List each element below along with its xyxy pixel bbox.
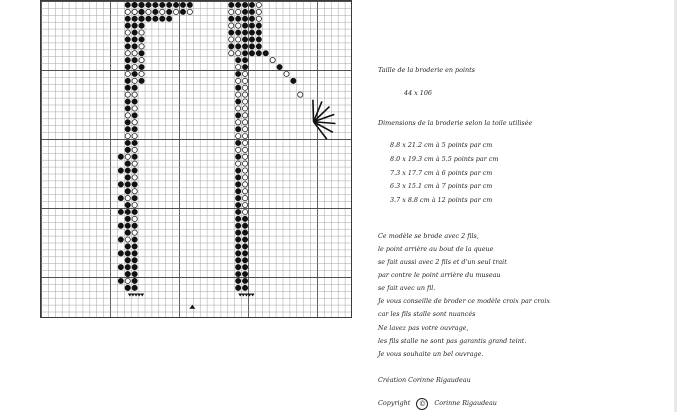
stitch-mark <box>118 223 123 228</box>
stitch-mark <box>242 147 247 152</box>
stitch-mark <box>132 127 137 132</box>
stitch-mark <box>249 30 254 35</box>
stitch-mark <box>249 44 254 49</box>
dims-line: 3.7 x 8.8 cm à 12 points par cm <box>390 196 493 204</box>
stitch-mark <box>139 37 144 42</box>
stitch-mark <box>236 99 241 104</box>
stitch-mark <box>125 120 130 125</box>
stitch-mark <box>132 120 137 125</box>
arrow-mark <box>137 294 141 297</box>
stitch-mark <box>242 216 247 221</box>
stitch-mark <box>249 37 254 42</box>
stitch-mark <box>132 9 137 14</box>
stitch-mark <box>242 30 247 35</box>
dims-title: Dimensions de la broderie selon la toile utilisée <box>378 119 533 127</box>
stitch-mark <box>132 99 137 104</box>
creation-credit: Création Corinne Rigaudeau <box>378 376 471 384</box>
stitch-mark <box>229 9 234 14</box>
stitch-mark <box>236 16 241 21</box>
stitch-mark <box>236 9 241 14</box>
stitch-mark <box>242 209 247 214</box>
stitch-mark <box>242 71 247 76</box>
stitch-mark <box>236 209 241 214</box>
dims-line: 7.3 x 17.7 cm à 6 points par cm <box>390 169 493 177</box>
stitch-mark <box>125 16 130 21</box>
copyright-icon: © <box>416 398 428 410</box>
stitch-mark <box>132 285 137 290</box>
stitch-mark <box>242 92 247 97</box>
stitch-mark <box>125 99 130 104</box>
stitch-mark <box>132 113 137 118</box>
center-arrow-icon <box>189 305 195 309</box>
stitch-mark <box>242 175 247 180</box>
stitch-mark <box>256 37 261 42</box>
stitch-mark <box>236 106 241 111</box>
stitch-mark <box>236 71 241 76</box>
stitch-mark <box>242 154 247 159</box>
stitch-mark <box>242 140 247 145</box>
stitch-mark <box>132 202 137 207</box>
stitch-mark <box>236 133 241 138</box>
stitch-mark <box>125 265 130 270</box>
stitch-mark <box>236 189 241 194</box>
stitch-mark <box>132 175 137 180</box>
stitch-mark <box>160 9 165 14</box>
stitch-mark <box>132 37 137 42</box>
stitch-mark <box>249 23 254 28</box>
stitch-mark <box>236 251 241 256</box>
stitch-mark <box>256 44 261 49</box>
stitch-mark <box>236 182 241 187</box>
dims-line: 8.8 x 21.2 cm à 5 points par cm <box>390 141 493 149</box>
stitch-mark <box>236 230 241 235</box>
stitch-mark <box>146 16 151 21</box>
stitch-mark <box>236 92 241 97</box>
stitch-mark <box>236 265 241 270</box>
stitch-mark <box>173 2 178 7</box>
stitch-mark <box>118 251 123 256</box>
stitch-mark <box>236 285 241 290</box>
stitch-mark <box>118 182 123 187</box>
stitch-mark <box>236 85 241 90</box>
stitch-mark <box>125 51 130 56</box>
stitch-mark <box>173 9 178 14</box>
stitch-mark <box>160 16 165 21</box>
stitch-mark <box>242 16 247 21</box>
stitch-mark <box>146 9 151 14</box>
stitch-mark <box>125 58 130 63</box>
stitch-mark <box>256 23 261 28</box>
stitch-mark <box>132 189 137 194</box>
dims-line: 6.3 x 15.1 cm à 7 points par cm <box>390 182 493 190</box>
stitch-mark <box>236 278 241 283</box>
stitch-mark <box>236 30 241 35</box>
stitch-mark <box>139 16 144 21</box>
stitch-mark <box>229 16 234 21</box>
stitch-mark <box>236 78 241 83</box>
stitch-mark <box>242 51 247 56</box>
stitch-mark <box>236 154 241 159</box>
arrow-mark <box>251 294 255 297</box>
stitch-mark <box>236 51 241 56</box>
stitch-mark <box>229 37 234 42</box>
stitch-mark <box>263 51 268 56</box>
stitch-mark <box>139 71 144 76</box>
stitch-mark <box>229 2 234 7</box>
stitch-mark <box>125 71 130 76</box>
stitch-mark <box>242 168 247 173</box>
arrow-mark <box>134 294 138 297</box>
stitch-mark <box>125 258 130 263</box>
stitch-mark <box>132 2 137 7</box>
stitch-mark <box>242 285 247 290</box>
stitch-mark <box>132 216 137 221</box>
stitch-mark <box>139 9 144 14</box>
stitch-mark <box>242 237 247 242</box>
chart-grid <box>41 1 351 317</box>
stitch-mark <box>125 37 130 42</box>
stitch-mark <box>298 92 303 97</box>
stitch-mark <box>249 16 254 21</box>
stitch-mark <box>236 64 241 69</box>
stitch-mark <box>125 285 130 290</box>
stitch-mark <box>118 265 123 270</box>
stitch-mark <box>242 85 247 90</box>
stitch-mark <box>125 196 130 201</box>
stitch-mark <box>125 168 130 173</box>
arrow-mark <box>241 294 245 297</box>
note-line: se fait aussi avec 2 fils et d'un seul trait <box>378 258 507 266</box>
stitch-mark <box>125 161 130 166</box>
stitch-mark <box>236 244 241 249</box>
stitch-mark <box>125 230 130 235</box>
stitch-mark <box>242 278 247 283</box>
stitch-mark <box>132 271 137 276</box>
stitch-mark <box>229 23 234 28</box>
note-line: Je vous conseille de broder ce modèle croix par croix <box>378 297 550 305</box>
stitch-mark <box>256 9 261 14</box>
note-line: les fils stalle ne sont pas garantis grand teint. <box>378 337 527 345</box>
arrow-mark <box>131 294 135 297</box>
stitch-mark <box>139 78 144 83</box>
stitch-mark <box>236 127 241 132</box>
stitch-mark <box>242 78 247 83</box>
stitch-mark <box>242 258 247 263</box>
stitch-mark <box>125 278 130 283</box>
stitch-mark <box>118 154 123 159</box>
stitch-mark <box>132 209 137 214</box>
stitch-mark <box>242 196 247 201</box>
stitch-mark <box>118 196 123 201</box>
stitch-mark <box>236 196 241 201</box>
stitch-mark <box>132 230 137 235</box>
stitch-mark <box>132 182 137 187</box>
stitch-mark <box>132 168 137 173</box>
note-line: Ce modèle se brode avec 2 fils, <box>378 232 479 240</box>
stitch-mark <box>229 44 234 49</box>
stitch-mark <box>125 78 130 83</box>
stitch-mark <box>125 209 130 214</box>
stitch-mark <box>277 64 282 69</box>
stitch-mark <box>139 2 144 7</box>
note-line: le point arrière au bout de la queue <box>378 245 494 253</box>
stitch-mark <box>236 237 241 242</box>
stitch-mark <box>242 244 247 249</box>
stitch-mark <box>132 154 137 159</box>
backstitch-line <box>313 100 314 122</box>
stitch-mark <box>132 161 137 166</box>
stitch-mark <box>242 120 247 125</box>
stitch-mark <box>132 85 137 90</box>
stitch-mark <box>125 23 130 28</box>
stitch-mark <box>125 154 130 159</box>
stitch-mark <box>132 58 137 63</box>
stitch-mark <box>125 251 130 256</box>
stitch-mark <box>132 44 137 49</box>
stitch-mark <box>125 127 130 132</box>
stitch-mark <box>132 78 137 83</box>
stitch-mark <box>249 2 254 7</box>
pattern-info <box>378 0 668 412</box>
stitch-mark <box>139 51 144 56</box>
stitch-mark <box>249 9 254 14</box>
stitch-mark <box>125 244 130 249</box>
stitch-mark <box>236 258 241 263</box>
stitch-mark <box>256 51 261 56</box>
stitch-mark <box>132 251 137 256</box>
stitch-mark <box>125 133 130 138</box>
stitch-mark <box>125 113 130 118</box>
note-line: car les fils stalle sont nuancés <box>378 310 476 318</box>
note-line: Ne lavez pas votre ouvrage, <box>378 324 469 332</box>
size-value: 44 x 106 <box>404 89 432 97</box>
stitch-mark <box>118 209 123 214</box>
backstitch-line <box>314 122 327 140</box>
stitch-mark <box>125 106 130 111</box>
stitch-mark <box>125 2 130 7</box>
stitch-mark <box>256 2 261 7</box>
stitch-mark <box>249 51 254 56</box>
copyright-label: Copyright <box>378 399 411 408</box>
stitch-mark <box>242 251 247 256</box>
stitch-mark <box>132 244 137 249</box>
stitch-mark <box>236 113 241 118</box>
stitch-mark <box>132 278 137 283</box>
stitch-mark <box>125 189 130 194</box>
stitch-mark <box>125 223 130 228</box>
stitch-mark <box>236 168 241 173</box>
stitch-mark <box>125 140 130 145</box>
stitch-mark <box>132 258 137 263</box>
stitch-mark <box>236 175 241 180</box>
stitch-mark <box>118 237 123 242</box>
stitch-mark <box>236 140 241 145</box>
stitch-mark <box>132 237 137 242</box>
stitch-mark <box>242 44 247 49</box>
note-line: se fait avec un fil. <box>378 284 436 292</box>
stitch-mark <box>132 71 137 76</box>
stitch-mark <box>256 16 261 21</box>
stitch-mark <box>236 2 241 7</box>
stitch-mark <box>242 271 247 276</box>
stitch-mark <box>167 9 172 14</box>
stitch-mark <box>229 51 234 56</box>
stitch-mark <box>139 64 144 69</box>
stitch-mark <box>236 58 241 63</box>
stitch-mark <box>153 2 158 7</box>
stitch-mark <box>242 202 247 207</box>
stitch-mark <box>284 71 289 76</box>
stitch-mark <box>146 2 151 7</box>
stitch-mark <box>180 9 185 14</box>
stitch-mark <box>132 51 137 56</box>
stitch-mark <box>125 85 130 90</box>
stitch-mark <box>236 271 241 276</box>
stitch-mark <box>229 30 234 35</box>
dims-line: 8.0 x 19.3 cm à 5.5 points par cm <box>390 155 499 163</box>
stitch-mark <box>125 147 130 152</box>
stitch-mark <box>236 161 241 166</box>
stitch-mark <box>242 127 247 132</box>
stitch-mark <box>242 64 247 69</box>
stitch-mark <box>125 30 130 35</box>
stitch-mark <box>167 2 172 7</box>
stitch-mark <box>125 64 130 69</box>
stitch-mark <box>242 23 247 28</box>
stitch-mark <box>139 44 144 49</box>
stitch-mark <box>132 16 137 21</box>
stitch-mark <box>236 216 241 221</box>
note-line: par contre le point arrière du museau <box>378 271 501 279</box>
stitch-mark <box>187 9 192 14</box>
stitch-mark <box>242 37 247 42</box>
copyright-name: Corinne Rigaudeau <box>434 399 497 408</box>
stitch-mark <box>187 2 192 7</box>
stitch-mark <box>132 133 137 138</box>
stitch-mark <box>236 44 241 49</box>
copyright-line <box>378 398 497 410</box>
stitch-mark <box>139 30 144 35</box>
stitch-mark <box>125 237 130 242</box>
stitch-mark <box>242 58 247 63</box>
stitch-mark <box>153 16 158 21</box>
stitch-mark <box>242 133 247 138</box>
stitch-mark <box>242 99 247 104</box>
stitch-mark <box>125 9 130 14</box>
stitch-mark <box>132 92 137 97</box>
arrow-mark <box>140 294 144 297</box>
cross-stitch-chart <box>40 0 352 318</box>
stitch-mark <box>125 202 130 207</box>
stitch-mark <box>242 189 247 194</box>
stitch-mark <box>242 161 247 166</box>
stitch-mark <box>118 168 123 173</box>
stitch-mark <box>132 30 137 35</box>
size-title: Taille de la broderie en points <box>378 66 475 74</box>
stitch-mark <box>270 58 275 63</box>
stitch-mark <box>236 23 241 28</box>
stitch-mark <box>153 9 158 14</box>
stitch-mark <box>132 140 137 145</box>
stitch-mark <box>236 37 241 42</box>
stitch-mark <box>132 265 137 270</box>
stitch-mark <box>132 106 137 111</box>
stitch-mark <box>139 23 144 28</box>
stitch-mark <box>167 16 172 21</box>
stitch-mark <box>236 223 241 228</box>
stitch-mark <box>132 147 137 152</box>
stitch-mark <box>242 113 247 118</box>
stitch-mark <box>125 92 130 97</box>
stitch-mark <box>125 44 130 49</box>
stitch-mark <box>236 147 241 152</box>
stitch-mark <box>236 120 241 125</box>
note-line: Je vous souhaite un bel ouvrage. <box>378 350 484 358</box>
stitch-mark <box>242 106 247 111</box>
stitch-mark <box>132 223 137 228</box>
stitch-mark <box>242 230 247 235</box>
stitch-mark <box>125 216 130 221</box>
stitch-mark <box>118 278 123 283</box>
stitch-mark <box>160 2 165 7</box>
stitch-mark <box>125 271 130 276</box>
stitch-mark <box>291 78 296 83</box>
stitch-mark <box>125 182 130 187</box>
stitch-mark <box>256 30 261 35</box>
stitch-mark <box>242 182 247 187</box>
stitch-mark <box>242 9 247 14</box>
stitch-mark <box>132 196 137 201</box>
stitch-mark <box>139 58 144 63</box>
stitch-mark <box>236 202 241 207</box>
stitch-mark <box>132 64 137 69</box>
stitch-mark <box>242 265 247 270</box>
stitch-mark <box>132 23 137 28</box>
stitch-mark <box>242 223 247 228</box>
stitch-mark <box>242 2 247 7</box>
stitch-mark <box>180 2 185 7</box>
arrow-mark <box>244 294 248 297</box>
stitch-mark <box>125 175 130 180</box>
